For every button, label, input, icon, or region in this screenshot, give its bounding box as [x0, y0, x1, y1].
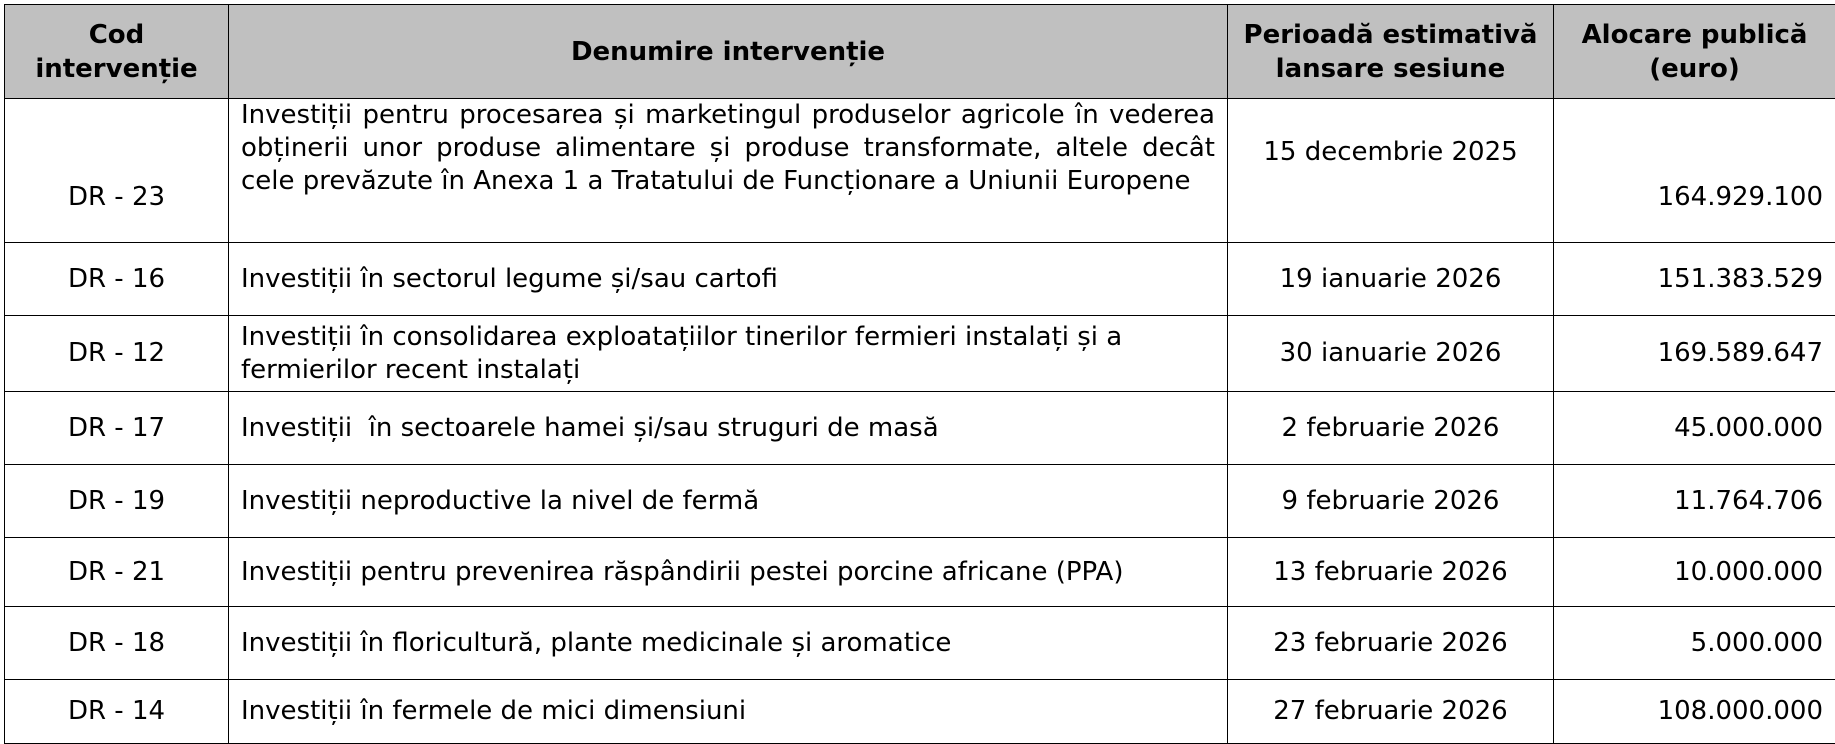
cell-period: 23 februarie 2026 — [1228, 607, 1554, 680]
cell-code: DR - 14 — [5, 680, 229, 744]
table-row — [5, 465, 1835, 538]
cell-code: DR - 16 — [5, 243, 229, 316]
cell-period: 15 decembrie 2025 — [1228, 99, 1554, 243]
cell-allocation: 164.929.100 — [1554, 99, 1835, 243]
interventions-table — [4, 4, 1835, 744]
cell-allocation: 169.589.647 — [1554, 316, 1835, 392]
cell-period: 9 februarie 2026 — [1228, 465, 1554, 538]
cell-code: DR - 21 — [5, 538, 229, 607]
cell-name: Investiții pentru procesarea și marketingul produselor agricole în vederea obținerii unor produse alimentare și produse transformate, altele decât cele prevăzute în Anexa 1 a Tratatului de Funcționare a Uniunii Europene — [229, 99, 1228, 243]
table-header-row — [5, 5, 1835, 99]
cell-allocation: 45.000.000 — [1554, 392, 1835, 465]
cell-period: 27 februarie 2026 — [1228, 680, 1554, 744]
table-row — [5, 392, 1835, 465]
cell-code: DR - 23 — [5, 99, 229, 243]
cell-code: DR - 19 — [5, 465, 229, 538]
cell-code: DR - 17 — [5, 392, 229, 465]
table-row — [5, 243, 1835, 316]
cell-name: Investiții în consolidarea exploatațiilor tinerilor fermieri instalați și a fermierilor recent instalați — [229, 316, 1228, 392]
cell-name: Investiții pentru prevenirea răspândirii pestei porcine africane (PPA) — [229, 538, 1228, 607]
cell-allocation: 151.383.529 — [1554, 243, 1835, 316]
cell-period: 19 ianuarie 2026 — [1228, 243, 1554, 316]
cell-allocation: 5.000.000 — [1554, 607, 1835, 680]
header-period: Perioadă estimativă lansare sesiune — [1228, 5, 1554, 99]
cell-allocation: 108.000.000 — [1554, 680, 1835, 744]
cell-name: Investiții în fermele de mici dimensiuni — [229, 680, 1228, 744]
table-row — [5, 316, 1835, 392]
cell-allocation: 10.000.000 — [1554, 538, 1835, 607]
header-code: Cod intervenție — [5, 5, 229, 99]
cell-code: DR - 12 — [5, 316, 229, 392]
cell-period: 30 ianuarie 2026 — [1228, 316, 1554, 392]
cell-period: 2 februarie 2026 — [1228, 392, 1554, 465]
cell-name: Investiții neproductive la nivel de fermă — [229, 465, 1228, 538]
header-name: Denumire intervenție — [229, 5, 1228, 99]
cell-code: DR - 18 — [5, 607, 229, 680]
cell-name: Investiții în floricultură, plante medicinale și aromatice — [229, 607, 1228, 680]
table-row — [5, 607, 1835, 680]
table-row — [5, 538, 1835, 607]
header-allocation: Alocare publică (euro) — [1554, 5, 1835, 99]
table-row — [5, 680, 1835, 744]
cell-allocation: 11.764.706 — [1554, 465, 1835, 538]
cell-name: Investiții în sectorul legume și/sau cartofi — [229, 243, 1228, 316]
cell-name: Investiții în sectoarele hamei și/sau struguri de masă — [229, 392, 1228, 465]
cell-period: 13 februarie 2026 — [1228, 538, 1554, 607]
table-row — [5, 99, 1835, 243]
